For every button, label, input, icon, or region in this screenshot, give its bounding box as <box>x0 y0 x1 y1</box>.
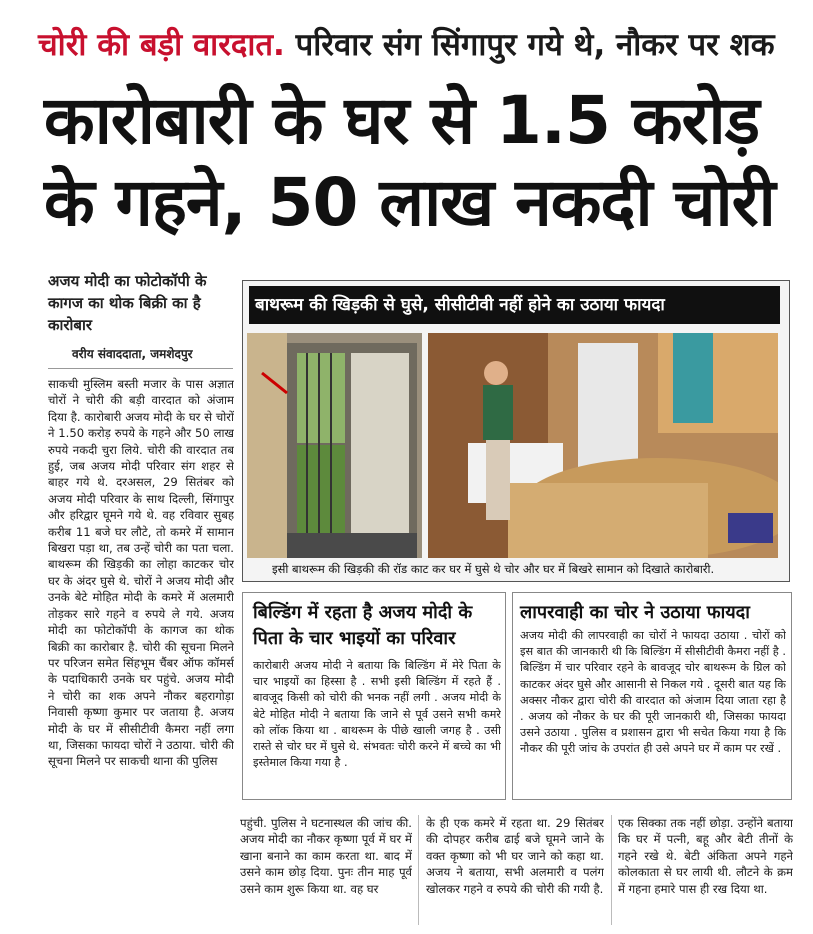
byline: वरीय संवाददाता, जमशेदपुर <box>72 347 193 361</box>
sidebar-box-family-text: कारोबारी अजय मोदी ने बताया कि बिल्डिंग में मेरे पिता के चार भाइयों का हिस्सा है . सभी इसी बिल्डिंग में रहते हैं . बावजूद किसी को चोरी की भनक नहीं लगी . अजय मोदी के बेटे मोहित मोदी ने बताया कि जाने से पूर्व उसने सभी कमरे को लॉक किया था . बाथरूम के पीछे खाली जगह है . उसी रास्ते से चोर घर में घुसे थे. संभवतः चोरी करने में बच्चे का भी इस्तेमाल किया गया है . <box>253 659 501 770</box>
headline-line-2: के गहने, 50 लाख नकदी चोरी <box>44 164 775 241</box>
sidebar-box-negligence-text: अजय मोदी की लापरवाही का चोरों ने फायदा उठाया . चोरों को इस बात की जानकारी थी कि बिल्डिंग में सीसीटीवी कैमरा नहीं है . बिल्डिंग में चार परिवार रहने के बावजूद चोर बाथरूम के ग्रिल को काटकर अंदर घुसे और आसानी से निकल गये . दूसरी बात यह कि अक्सर नौकर द्वारा चोरी की वारदात को अंजाम दिया जाता रहा है . अजय को नौकर के घर की पूरी जानकारी थी, जिसका फायदा उसने उठाया . पुलिस व प्रशासन द्वारा भी सचेत किया गया है कि नौकर की पूरी जांच के उपरांत ही उसे अपने घर में काम पर रखें . <box>520 629 786 756</box>
kicker-line <box>38 20 808 70</box>
photo-caption: इसी बाथरूम की खिड़की की रॉड काट कर घर में घुसे थे चोर और घर में बिखरे सामान को दिखाते कारोबारी. <box>272 562 715 576</box>
column-divider <box>611 815 612 925</box>
sidebar-box-negligence-title: लापरवाही का चोर ने उठाया फायदा <box>520 602 750 623</box>
kicker-text: परिवार संग सिंगापुर गये थे, नौकर पर शक <box>295 27 775 63</box>
article-column-2: पहुंची. पुलिस ने घटनास्थल की जांच की. अजय मोदी का नौकर कृष्णा पूर्व में घर में खाना बनाने का काम करता था. बाद में उसने काम छोड़ दिया. पुनः तीन माह पूर्व उसने काम शुरू किया था. वह घर <box>240 816 412 896</box>
bedroom-photo <box>428 333 778 558</box>
photo-banner: बाथरूम की खिड़की से घुसे, सीसीटीवी नहीं होने का उठाया फायदा <box>249 286 780 324</box>
sidebar-box-family-title: बिल्डिंग में रहता है अजय मोदी के पिता के चार भाइयों का परिवार <box>253 602 473 649</box>
headline <box>44 80 804 244</box>
headline-line-1: कारोबारी के घर से 1.5 करोड़ <box>44 82 759 159</box>
byline-divider <box>48 368 233 369</box>
kicker-label: चोरी की बड़ी वारदात. <box>38 27 285 63</box>
column-divider <box>418 815 419 925</box>
bathroom-window-photo <box>247 333 422 558</box>
subheadline: अजय मोदी का फोटोकॉपी के कागज का थोक बिक्री का है कारोबार <box>48 272 207 334</box>
lead-article-column: साकची मुस्लिम बस्ती मजार के पास अज्ञात चोरों ने चोरी की बड़ी वारदात को अंजाम दिया है. कारोबारी अजय मोदी के घर से चोरों ने 1.50 करोड़ रुपये के गहने और 50 लाख रुपये नकदी चुरा लिये. चोरी की वारदात तब हुई, जब अजय मोदी परिवार संग शहर से बाहर गये थे. दरअसल, 29 सितंबर को अजय मोदी परिवार के साथ दिल्ली, सिंगापुर और हरिद्वार घूमने गये थे. वह रविवार सुबह करीब 11 बजे घर लौटे, तो कमरे में सामान बिखरा पड़ा था, तब उन्हें चोरी का पता चला. बाथरूम की खिड़की का लोहा काटकर चोर घर के अंदर घुसे थे. चोरों ने अजय मोदी और उनके बेटे मोहित मोदी के कमरे में अलमारी तोड़कर सारे गहने व रुपये ले गये. अजय मोदी का फोटोकॉपी के कागज का थोक बिक्री का कारोबार है. चोरी की सूचना मिलने पर परिजन समेत सिंहभूम चैंबर ऑफ कॉमर्स के पदाधिकारी उनके घर पहुंचे. अजय मोदी ने चोरी का शक अपने नौकर बहरागोड़ा निवासी कृष्णा कुमार पर जताया है. अजय मोदी के घर में सीसीटीवी कैमरा नहीं लगा था, जिसका फायदा चोरों ने उठाया. चोरी की सूचना मिलने पर साकची थाना की पुलिस <box>48 377 234 769</box>
article-column-4: एक सिक्का तक नहीं छोड़ा. उन्होंने बताया कि घर में पत्नी, बहू और बेटी तीनों के गहने रखे थे. बेटी अंकिता अपने गहने कोलकाता से घर लायी थी. लौटने के क्रम में गहना हमारे पास ही रख दिया था. <box>618 816 793 896</box>
article-column-3: के ही एक कमरे में रहता था. 29 सितंबर की दोपहर करीब ढाई बजे घूमने जाने के वक्त कृष्णा को भी घर जाने को कहा था. अजय ने बताया, सभी अलमारी व पलंग खोलकर गहने व रुपये की चोरी की गयी है. <box>426 816 604 896</box>
